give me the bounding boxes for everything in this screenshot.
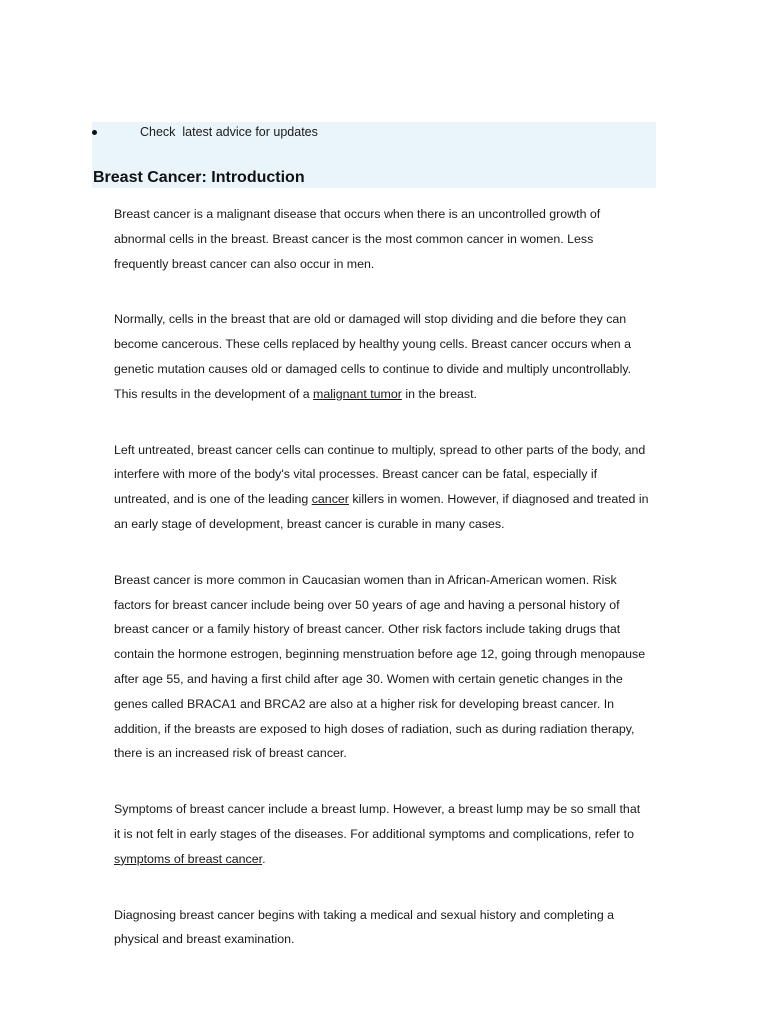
- paragraph-risk-factors: [114, 568, 674, 766]
- text-line: breast cancer or a family history of breast cancer. Other risk factors include taking drugs that: [114, 622, 621, 637]
- advice-bullet-text: Check latest advice for updates: [140, 125, 318, 139]
- text-fragment: in the breast.: [401, 386, 477, 401]
- text-fragment: untreated, and is one of the leading: [114, 492, 312, 507]
- text-fragment: This results in the development of a: [114, 386, 314, 401]
- text-line: Normally, cells in the breast that are old or damaged will stop dividing and die before they can: [114, 312, 627, 327]
- paragraph-mechanism: [114, 307, 674, 406]
- paragraph-symptoms: [114, 797, 674, 871]
- text-fragment: killers in women. However, if diagnosed and treated in: [348, 492, 649, 507]
- text-line: physical and breast examination.: [114, 932, 295, 947]
- text-line: there is an increased risk of breast cancer.: [114, 746, 347, 761]
- text-line: genetic mutation causes old or damaged cells to continue to divide and multiply uncontrollably.: [114, 361, 632, 376]
- advice-bullet-item: [92, 123, 318, 141]
- text-line: abnormal cells in the breast. Breast cancer is the most common cancer in women. Less: [114, 231, 594, 246]
- paragraph-prognosis: [114, 438, 674, 537]
- text-line: addition, if the breasts are exposed to high doses of radiation, such as during radiation therapy,: [114, 721, 635, 736]
- text-line: an early stage of development, breast cancer is curable in many cases.: [114, 516, 505, 531]
- text-line: contain the hormone estrogen, beginning menstruation before age 12, going through menopause: [114, 647, 646, 662]
- symptoms-of-breast-cancer-link[interactable]: symptoms of breast cancer: [114, 851, 263, 866]
- text-line: Breast cancer is a malignant disease that occurs when there is an uncontrolled growth of: [114, 207, 601, 221]
- text-line: after age 55, and having a first child after age 30. Women with certain genetic changes in the: [114, 671, 623, 686]
- text-line: [114, 847, 674, 872]
- text-line: factors for breast cancer include being over 50 years of age and having a personal history of: [114, 597, 620, 612]
- text-line: frequently breast cancer can also occur in men.: [114, 256, 375, 271]
- paragraph-diagnosis: [114, 903, 674, 953]
- text-line: it is not felt in early stages of the diseases. For additional symptoms and complications, refer to: [114, 826, 634, 841]
- article-body: [114, 202, 674, 983]
- text-line: Left untreated, breast cancer cells can continue to multiply, spread to other parts of the body, and: [114, 442, 646, 457]
- bullet-icon: [92, 130, 97, 135]
- paragraph-definition: [114, 202, 674, 276]
- text-line: genes called BRACA1 and BRCA2 are also at a higher risk for developing breast cancer. In: [114, 696, 615, 711]
- text-line: become cancerous. These cells replaced by healthy young cells. Breast cancer occurs when a: [114, 337, 632, 352]
- malignant-tumor-link[interactable]: malignant tumor: [313, 386, 402, 401]
- text-line: Symptoms of breast cancer include a breast lump. However, a breast lump may be so small that: [114, 802, 641, 817]
- text-line: [114, 487, 674, 512]
- text-line: interfere with more of the body's vital processes. Breast cancer can be fatal, especially if: [114, 467, 598, 482]
- text-line: [114, 382, 674, 407]
- text-line: Diagnosing breast cancer begins with taking a medical and sexual history and completing a: [114, 907, 615, 922]
- text-line: Breast cancer is more common in Caucasian women than in African-American women. Risk: [114, 572, 617, 587]
- text-fragment: .: [262, 851, 266, 866]
- cancer-link[interactable]: cancer: [311, 492, 349, 507]
- page-title: Breast Cancer: Introduction: [93, 169, 305, 186]
